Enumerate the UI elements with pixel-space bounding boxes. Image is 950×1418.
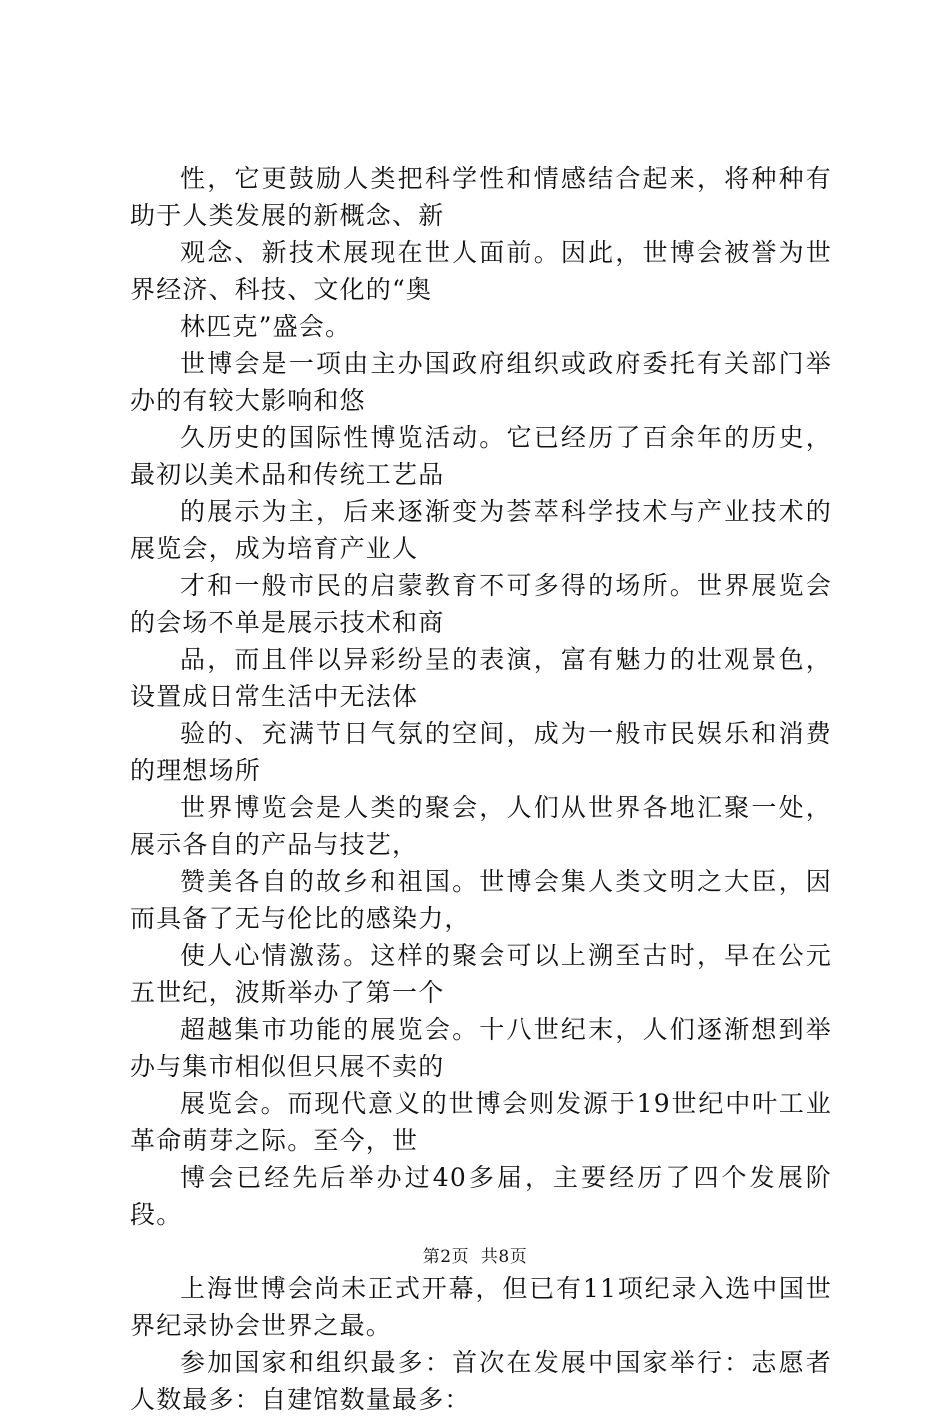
- paragraph-line: 使人心情激荡。这样的聚会可以上溯至古时，早在公元五世纪，波斯举办了第一个: [130, 941, 832, 1007]
- paragraph-line: 赞美各自的故乡和祖国。世博会集人类文明之大臣，因而具备了无与伦比的感染力，: [130, 867, 832, 933]
- paragraph-line: 观念、新技术展现在世人面前。因此，世博会被誉为世界经济、科技、文化的“奥: [130, 238, 832, 304]
- paragraph-line: 参加国家和组织最多：首次在发展中国家举行：志愿者人数最多：自建馆数量最多：: [130, 1348, 832, 1414]
- document-body: [130, 160, 832, 1418]
- paragraph-line: 的展示为主，后来逐渐变为荟萃科学技术与产业技术的展览会，成为培育产业人: [130, 497, 832, 563]
- paragraph-line: 世界博览会是人类的聚会，人们从世界各地汇聚一处，展示各自的产品与技艺，: [130, 793, 832, 859]
- paragraph-line: 展览会。而现代意义的世博会则发源于19世纪中叶工业革命萌芽之际。至今，世: [130, 1089, 832, 1155]
- paragraph-line: 林匹克”盛会。: [180, 312, 352, 341]
- footer-separator: [469, 1247, 481, 1267]
- page-number: 第2页: [422, 1247, 470, 1267]
- paragraph-line: 验的、充满节日气氛的空间，成为一般市民娱乐和消费的理想场所: [130, 719, 832, 785]
- paragraph-line: 品，而且伴以异彩纷呈的表演，富有魅力的壮观景色，设置成日常生活中无法体: [130, 645, 832, 711]
- paragraph-line: 超越集市功能的展览会。十八世纪末，人们逐渐想到举办与集市相似但只展不卖的: [130, 1015, 832, 1081]
- paragraph-line: 博会已经先后举办过40多届，主要经历了四个发展阶段。: [130, 1163, 832, 1229]
- paragraph-line: 上海世博会尚未正式开幕，但已有11项纪录入选中国世界纪录协会世界之最。: [130, 1274, 832, 1340]
- paragraph-line: 久历史的国际性博览活动。它已经历了百余年的历史，最初以美术品和传统工艺品: [130, 423, 832, 489]
- paragraph-line: 才和一般市民的启蒙教育不可多得的场所。世界展览会的会场不单是展示技术和商: [130, 571, 832, 637]
- paragraph-line: 世博会是一项由主办国政府组织或政府委托有关部门举办的有较大影响和悠: [130, 349, 832, 415]
- paragraph-line: 性，它更鼓励人类把科学性和情感结合起来，将种种有助于人类发展的新概念、新: [130, 164, 832, 230]
- page-footer: [0, 1242, 950, 1267]
- page-total: 共8页: [480, 1247, 528, 1267]
